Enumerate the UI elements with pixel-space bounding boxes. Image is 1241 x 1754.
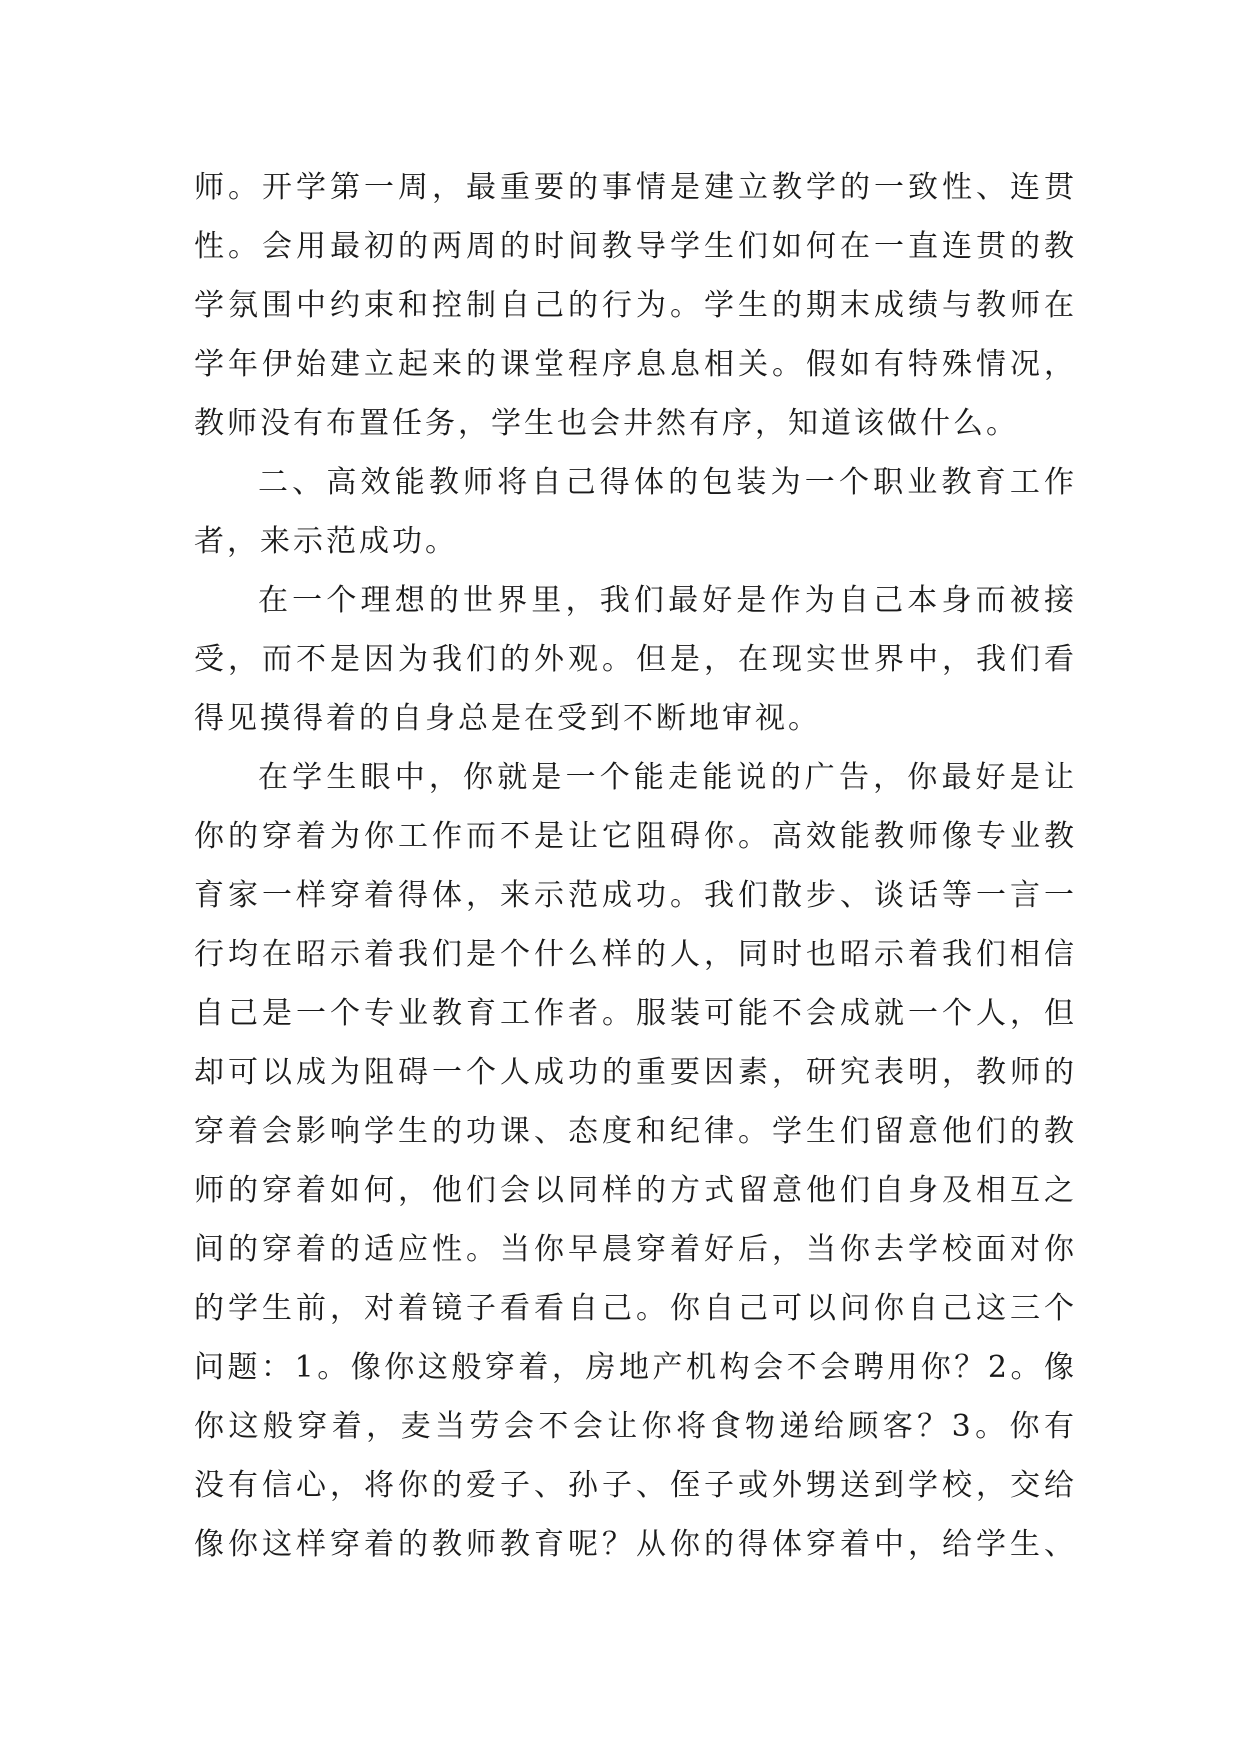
text-line: 你的穿着为你工作而不是让它阻碍你。高效能教师像专业教 <box>194 819 1074 854</box>
text-line: 在一个理想的世界里，我们最好是作为自己本身而被接 <box>258 583 1074 618</box>
paragraph <box>194 158 1074 453</box>
text-line: 的学生前，对着镜子看看自己。你自己可以问你自己这三个 <box>194 1291 1074 1326</box>
text-line: 师的穿着如何，他们会以同样的方式留意他们自身及相互之 <box>194 1173 1074 1208</box>
text-line: 受，而不是因为我们的外观。但是，在现实世界中，我们看 <box>194 642 1074 677</box>
text-line: 学年伊始建立起来的课堂程序息息相关。假如有特殊情况， <box>194 347 1074 382</box>
text-line: 像你这样穿着的教师教育呢？从你的得体穿着中，给学生、 <box>194 1527 1074 1562</box>
body-text <box>194 158 1074 1574</box>
text-line: 育家一样穿着得体，来示范成功。我们散步、谈话等一言一 <box>194 878 1074 913</box>
text-line: 却可以成为阻碍一个人成功的重要因素，研究表明，教师的 <box>194 1055 1074 1090</box>
text-line: 者，来示范成功。 <box>194 524 458 559</box>
paragraph <box>194 453 1074 571</box>
text-line: 得见摸得着的自身总是在受到不断地审视。 <box>194 701 821 736</box>
text-line: 自己是一个专业教育工作者。服装可能不会成就一个人，但 <box>194 996 1074 1031</box>
text-line: 没有信心，将你的爱子、孙子、侄子或外甥送到学校，交给 <box>194 1468 1074 1503</box>
paragraph <box>194 571 1074 748</box>
text-line: 教师没有布置任务，学生也会井然有序，知道该做什么。 <box>194 406 1019 441</box>
text-line: 行均在昭示着我们是个什么样的人，同时也昭示着我们相信 <box>194 937 1074 972</box>
text-line: 二、高效能教师将自己得体的包装为一个职业教育工作 <box>258 465 1074 500</box>
text-line: 问题：1。像你这般穿着，房地产机构会不会聘用你？2。像 <box>194 1350 1074 1385</box>
text-line: 在学生眼中，你就是一个能走能说的广告，你最好是让 <box>258 760 1074 795</box>
text-line: 穿着会影响学生的功课、态度和纪律。学生们留意他们的教 <box>194 1114 1074 1149</box>
paragraph <box>194 748 1074 1574</box>
text-line: 间的穿着的适应性。当你早晨穿着好后，当你去学校面对你 <box>194 1232 1074 1267</box>
text-line: 性。会用最初的两周的时间教导学生们如何在一直连贯的教 <box>194 229 1074 264</box>
text-line: 你这般穿着，麦当劳会不会让你将食物递给顾客？3。你有 <box>194 1409 1074 1444</box>
text-line: 学氛围中约束和控制自己的行为。学生的期末成绩与教师在 <box>194 288 1074 323</box>
text-line: 师。开学第一周，最重要的事情是建立教学的一致性、连贯 <box>194 170 1074 205</box>
